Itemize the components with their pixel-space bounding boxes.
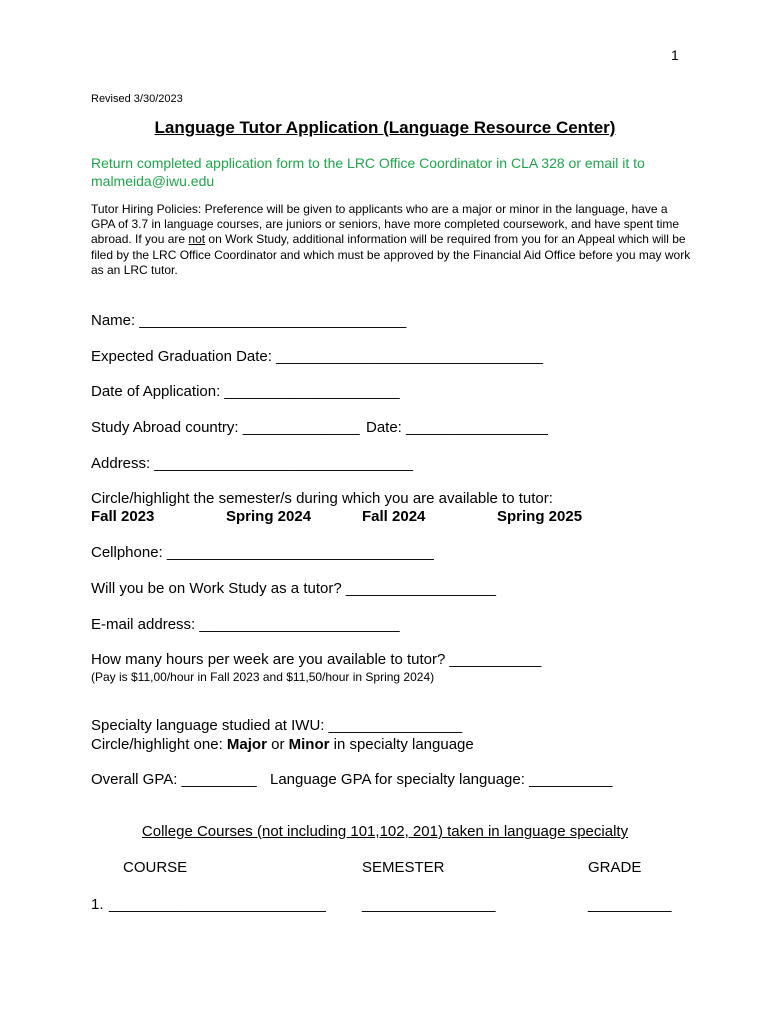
circle-one-label: Circle/highlight one: [91, 736, 227, 753]
application-date-field[interactable]: Date of Application: _____________________ [91, 383, 400, 400]
policies-not-emphasis: not [188, 232, 206, 247]
minor-option[interactable]: Minor [288, 736, 330, 753]
study-abroad-country-field[interactable]: Study Abroad country: ______________ [91, 419, 360, 436]
policies-text-1: Tutor Hiring Policies: Preference will be given to applicants who are a major or minor in the language, have a GPA of 3.7 in language courses, are juniors or seniors, have more completed coursework, and have spent time abroad. If you are [91, 202, 680, 247]
name-field[interactable]: Name: ________________________________ [91, 312, 407, 329]
semester-spring-2025[interactable]: Spring 2025 [497, 508, 583, 525]
course-row-grade[interactable]: __________ [588, 896, 672, 913]
graduation-date-field[interactable]: Expected Graduation Date: ________________________________ [91, 348, 544, 365]
major-minor-choice [91, 736, 474, 753]
major-option[interactable]: Major [226, 736, 267, 753]
semester-fall-2023[interactable]: Fall 2023 [91, 508, 155, 525]
return-instructions: Return completed application form to the LRC Office Coordinator in CLA 328 or email it to [91, 155, 645, 171]
return-email[interactable]: malmeida@iwu.edu [91, 173, 215, 189]
course-row-course[interactable]: __________________________ [109, 896, 326, 913]
hours-per-week-field[interactable]: How many hours per week are you available to tutor? ___________ [91, 651, 542, 668]
language-gpa-field[interactable]: Language GPA for specialty language: __________ [270, 771, 613, 788]
overall-gpa-field[interactable]: Overall GPA: _________ [91, 771, 257, 788]
page-number: 1 [671, 47, 679, 63]
address-field[interactable]: Address: _______________________________ [91, 455, 413, 472]
semester-spring-2024[interactable]: Spring 2024 [226, 508, 312, 525]
courses-header: College Courses (not including 101,102, 201) taken in language specialty [141, 823, 629, 840]
course-row-number: 1. [91, 896, 104, 913]
pay-note: (Pay is $11,00/hour in Fall 2023 and $11,50/hour in Spring 2024) [91, 670, 435, 684]
column-grade: GRADE [588, 859, 642, 876]
revised-date: Revised 3/30/2023 [91, 93, 183, 105]
specialty-language-field[interactable]: Specialty language studied at IWU: ________________ [91, 717, 463, 734]
circle-one-suffix: in specialty language [329, 736, 474, 753]
study-abroad-date-field[interactable]: Date: _________________ [366, 419, 548, 436]
column-course: COURSE [123, 859, 188, 876]
semester-prompt: Circle/highlight the semester/s during which you are available to tutor: [91, 490, 553, 507]
column-semester: SEMESTER [362, 859, 445, 876]
policies-text-2: on Work Study, additional information will be required from you for an Appeal which will be filed by the LRC Office Coordinator and which must be approved by the Financial Aid Office before you may work as an LRC tutor. [91, 232, 691, 277]
tutor-hiring-policies [91, 202, 691, 278]
course-row-semester[interactable]: ________________ [362, 896, 496, 913]
work-study-field[interactable]: Will you be on Work Study as a tutor? __________________ [91, 580, 496, 597]
email-field[interactable]: E-mail address: ________________________ [91, 616, 400, 633]
or-text: or [266, 736, 289, 753]
semester-fall-2024[interactable]: Fall 2024 [362, 508, 426, 525]
cellphone-field[interactable]: Cellphone: ________________________________ [91, 544, 434, 561]
page-title: Language Tutor Application (Language Resource Center) [154, 118, 616, 137]
